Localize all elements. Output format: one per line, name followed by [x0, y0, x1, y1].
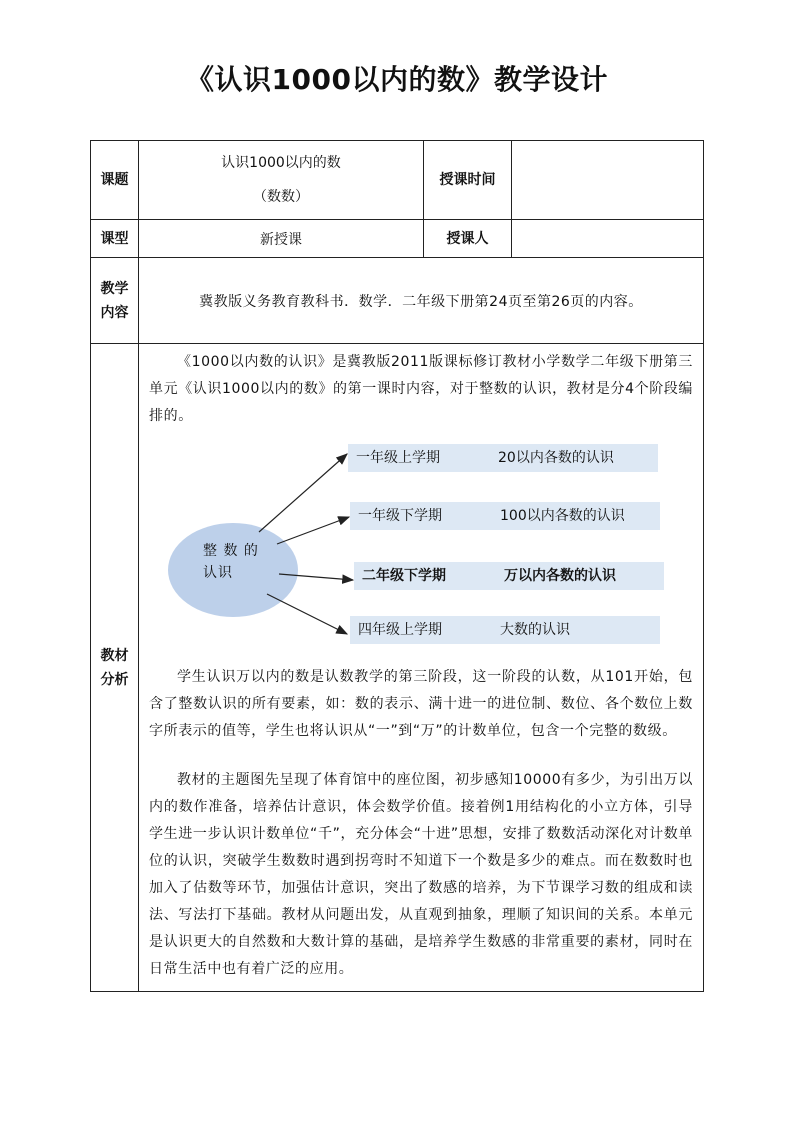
stage-2: [350, 502, 660, 530]
stage-1-desc: 20以内各数的认识: [498, 450, 614, 466]
row-content: [91, 258, 704, 344]
stage-4-term: 四年级上学期: [358, 622, 442, 638]
center-label-line1: 整 数 的: [203, 543, 259, 559]
row-analysis: [91, 344, 704, 992]
stage-3-term: 二年级下学期: [362, 568, 446, 584]
center-label: [203, 540, 273, 584]
integer-stages-diagram: [149, 442, 709, 662]
type-value: 新授课: [139, 220, 424, 258]
topic-cell: [139, 141, 424, 220]
analysis-label-line2: 分析: [100, 671, 129, 688]
content-label-line1: 教学: [100, 280, 129, 297]
row-topic: [91, 141, 704, 220]
stage-1: [348, 444, 658, 472]
content-label: [91, 258, 139, 344]
stage-2-desc: 100以内各数的认识: [500, 508, 625, 524]
stage-4: [350, 616, 660, 644]
time-value: [512, 141, 704, 220]
analysis-paragraph-3: 教材的主题图先呈现了体育馆中的座位图，初步感知10000有多少，为引出万以内的数作准备，培养估计意识，体会数学价值。接着例1用结构化的小立方体，引导学生进一步认识计数单位“千”，充分体会“十进”思想，安排了数数活动深化对计数单位的认识，突破学生数数时遇到拐弯时不知道下一个数是多少的难点。而在数数时也加入了估数等环节，加强估计意识，突出了数感的培养，为下节课学习数的组成和读法、写法打下基础。教材从问题出发，从直观到抽象，理顺了知识间的关系。本单元是认识更大的自然数和大数计算的基础，是培养学生数感的非常重要的素材，同时在日常生活中也有着广泛的应用。: [149, 772, 693, 977]
analysis-paragraph-2: 学生认识万以内的数是认数教学的第三阶段，这一阶段的认数，从101开始，包含了整数认识的所有要素，如：数的表示、满十进一的进位制、数位、各个数位上数字所表示的值等，学生也将认识从“一”到“万”的计数单位，包含一个完整的数级。: [149, 669, 693, 739]
document-title: 《认识1000以内的数》教学设计: [186, 63, 608, 96]
teacher-value: [512, 220, 704, 258]
analysis-paragraph-1: 《1000以内数的认识》是冀教版2011版课标修订教材小学数学二年级下册第三单元《认识1000以内的数》的第一课时内容，对于整数的认识，教材是分4个阶段编排的。: [149, 354, 693, 424]
topic-label: 课题: [91, 141, 139, 220]
topic-subtitle: （数数）: [253, 189, 309, 205]
content-label-line2: 内容: [100, 304, 129, 321]
stage-3-desc: 万以内各数的认识: [504, 568, 616, 584]
analysis-cell: [139, 344, 704, 992]
center-label-line2: 认识: [203, 565, 233, 581]
analysis-label: [91, 344, 139, 992]
arrow-to-stage-4: [267, 594, 347, 634]
topic-name: 认识1000以内的数: [221, 155, 341, 171]
time-label: 授课时间: [424, 141, 512, 220]
row-type: [91, 220, 704, 258]
stage-4-desc: 大数的认识: [500, 622, 570, 638]
teacher-label: 授课人: [424, 220, 512, 258]
content-text: 冀教版义务教育教科书．数学．二年级下册第24页至第26页的内容。: [139, 258, 704, 344]
stage-2-term: 一年级下学期: [358, 508, 442, 524]
arrow-to-stage-1: [259, 454, 347, 532]
lesson-plan-table: [90, 140, 704, 992]
stage-1-term: 一年级上学期: [356, 450, 440, 466]
type-label: 课型: [91, 220, 139, 258]
analysis-label-line1: 教材: [100, 647, 129, 664]
stage-3-highlighted: [354, 562, 664, 590]
arrow-to-stage-2: [277, 517, 349, 544]
